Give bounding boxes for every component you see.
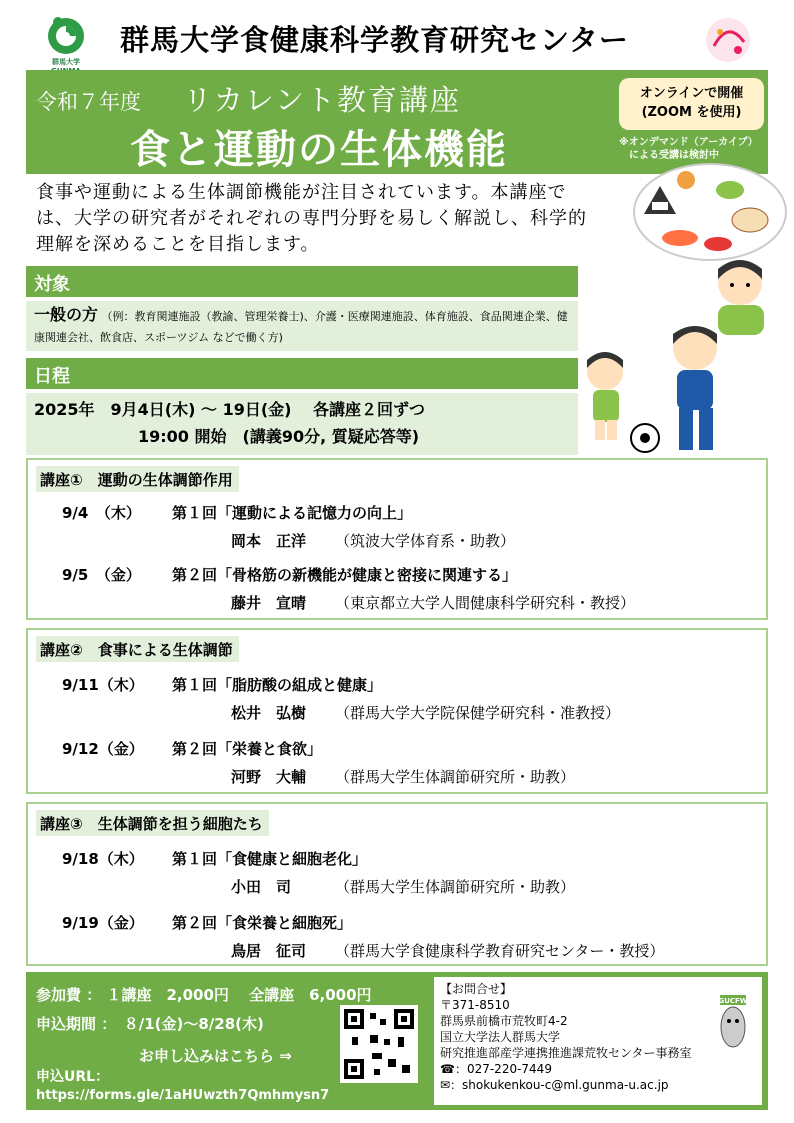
lecture-title: 第１回「食健康と細胞老化」: [172, 850, 368, 868]
mascot-label: GUCFW: [718, 997, 748, 1005]
speaker-affiliation: （東京都立大学人間健康科学研究科・教授）: [335, 594, 636, 612]
contact-phone: ☎：027-220-7449: [440, 1062, 552, 1076]
ondemand-note: ※オンデマンド（アーカイブ） による受講は検討中: [619, 137, 758, 161]
lecture-date: 9/18（木）: [62, 850, 144, 868]
url-label: 申込URL：: [36, 1069, 110, 1085]
speaker-affiliation: （群馬大学食健康科学教育研究センター・教授）: [335, 942, 665, 960]
mascot-icon: [708, 985, 758, 1055]
contact-zip: 〒371-8510: [440, 998, 510, 1012]
course-title: 食と運動の生体機能: [130, 127, 508, 173]
lecture-title: 第１回「運動による記憶力の向上」: [172, 504, 413, 522]
schedule-heading: 日程: [26, 358, 578, 389]
speaker-name: 松井 弘樹: [231, 704, 307, 722]
lecture-date: 9/12（金）: [62, 740, 144, 758]
schedule-time: 19:00 開始 (講義90分, 質疑応答等): [138, 427, 420, 446]
speaker-name: 小田 司: [231, 878, 292, 896]
course-1: [26, 458, 768, 620]
target-heading: 対象: [26, 266, 578, 297]
center-logo-icon: [700, 14, 756, 66]
course-1-heading: 講座① 運動の生体調節作用: [36, 466, 239, 492]
fiscal-year: 令和７年度: [36, 90, 141, 114]
contact-title: 【お問合せ】: [440, 982, 513, 996]
speaker-affiliation: （筑波大学体育系・助教）: [335, 532, 516, 550]
intro-text: 食事や運動による生体調節機能が注目されています。本講座では、大学の研究者がそれぞれの専門分野を易しく解説し、科学的理解を深めることを目指します。: [36, 182, 587, 255]
fee-info: 参加費 ： １講座 2,000円 全講座 6,000円: [36, 986, 372, 1004]
speaker-affiliation: （群馬大学生体調節研究所・助教）: [335, 768, 576, 786]
online-badge-line2: (ZOOM を使用): [641, 105, 742, 120]
lecture-date: 9/4 （木）: [62, 504, 141, 522]
logo-caption: 群馬大学: [52, 58, 80, 66]
lecture-title: 第２回「食栄養と細胞死」: [172, 914, 353, 932]
application-url-link[interactable]: https://forms.gle/1aHUwzth7Qmhmysn7: [36, 1088, 330, 1103]
schedule-body: [26, 393, 578, 455]
online-badge-line1: オンラインで開催: [639, 86, 744, 101]
contact-dept: 研究推進部産学連携推進課荒牧センター事務室: [440, 1046, 692, 1060]
course-2: [26, 628, 768, 794]
contact-org: 国立大学法人群馬大学: [440, 1030, 561, 1044]
contact-email[interactable]: ✉：shokukenkou-c@ml.gunma-u.ac.jp: [440, 1078, 669, 1092]
target-detail: （例：教育関連施設（教諭、管理栄養士)、介護・医療関連施設、体育施設、食品関連企業、健康関連会社、飲食店、スポーツジム などで働く方): [34, 310, 568, 344]
target-main: 一般の方: [34, 305, 99, 324]
page-title: 群馬大学食健康科学教育研究センター: [120, 23, 629, 57]
lecture-title: 第１回「脂肪酸の組成と健康」: [172, 676, 383, 694]
speaker-affiliation: （群馬大学生体調節研究所・助教）: [335, 878, 576, 896]
contact-address: 群馬県前橋市荒牧町4-2: [440, 1014, 568, 1028]
target-body: [26, 301, 578, 351]
lecture-title: 第２回「骨格筋の新機能が健康と密接に関連する」: [172, 566, 518, 584]
speaker-name: 岡本 正洋: [231, 532, 307, 550]
qr-code-icon[interactable]: [340, 1005, 418, 1083]
lecture-title: 第２回「栄養と食欲」: [172, 740, 323, 758]
speaker-name: 河野 大輔: [231, 768, 307, 786]
course-3-heading: 講座③ 生体調節を担う細胞たち: [36, 810, 269, 836]
speaker-name: 鳥居 征司: [231, 942, 307, 960]
online-badge: [619, 78, 764, 130]
apply-here-text: お申し込みはこちら ⇒: [139, 1047, 292, 1065]
lecture-date: 9/19（金）: [62, 914, 144, 932]
course-3: [26, 802, 768, 966]
speaker-affiliation: （群馬大学大学院保健学研究科・准教授）: [335, 704, 621, 722]
food-thought-bubble-illustration: [630, 158, 790, 270]
kids-playing-soccer-illustration: [575, 320, 765, 460]
speaker-name: 藤井 宣晴: [231, 594, 307, 612]
program-name: リカレント教育講座: [183, 83, 461, 117]
course-2-heading: 講座② 食事による生体調節: [36, 636, 239, 662]
lecture-date: 9/11（木）: [62, 676, 144, 694]
lecture-date: 9/5 （金）: [62, 566, 141, 584]
schedule-dates: 2025年 9月4日(木) ～ 19日(金) 各講座２回ずつ: [34, 400, 426, 419]
application-period: 申込期間 ： ８/1(金)～8/28(木): [36, 1015, 264, 1033]
